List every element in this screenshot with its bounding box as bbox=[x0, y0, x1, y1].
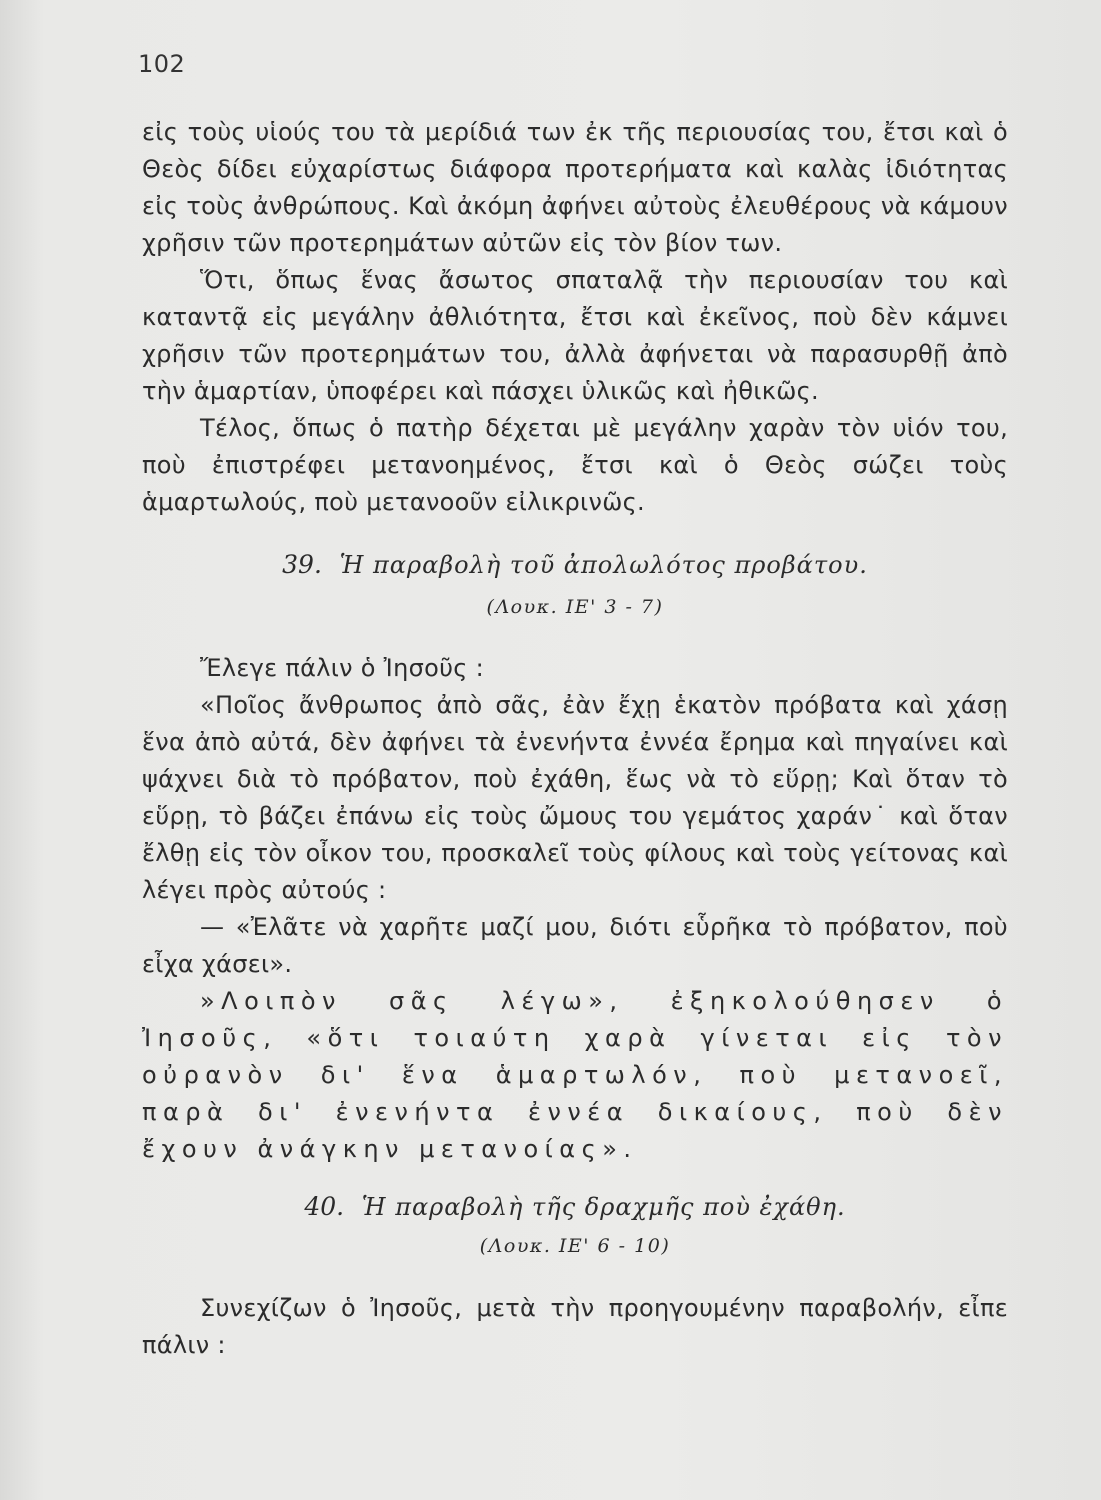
section-40-number: 40. bbox=[304, 1192, 345, 1221]
section-39-reference: (Λουκ. ΙΕ' 3 - 7) bbox=[486, 596, 664, 618]
text-block-section-40 bbox=[142, 1290, 1008, 1364]
paragraph-3: Τέλος, ὅπως ὁ πατὴρ δέχεται μὲ μεγάλην χαρὰν τὸν υἱόν του, ποὺ ἐπιστρέφει μετανοημένος, ἔτσι καὶ ὁ Θεὸς σώζει τοὺς ἁμαρτωλούς, ποὺ μετανοοῦν εἰλικρινῶς. bbox=[142, 414, 1008, 516]
section-39-heading bbox=[142, 550, 1008, 579]
section-39-number: 39. bbox=[282, 550, 322, 579]
paragraph-5: «Ποῖος ἄνθρωπος ἀπὸ σᾶς, ἐὰν ἔχῃ ἑκατὸν πρόβατα καὶ χάσῃ ἕνα ἀπὸ αὐτά, δὲν ἀφήνει τὰ ἐνενήντα ἐννέα ἔρημα καὶ πηγαίνει καὶ ψάχνει διὰ τὸ πρόβατον, ποὺ ἐχάθη, ἕως νὰ τὸ εὕρῃ; Καὶ ὅταν τὸ εὕρῃ, τὸ βάζει ἐπάνω εἰς τοὺς ὤμους του γεμάτος χαράν˙ καὶ ὅταν ἔλθῃ εἰς τὸν οἶκον του, προσκαλεῖ τοὺς φίλους καὶ τοὺς γείτονας καὶ λέγει πρὸς αὐτούς : bbox=[142, 691, 1008, 904]
section-40-title: Ἡ παραβολὴ τῆς δραχμῆς ποὺ ἐχάθη. bbox=[361, 1193, 846, 1221]
paragraph-7: »Λοιπὸν σᾶς λέγω», ἐξηκολούθησεν ὁ Ἰησοῦς, «ὅτι τοιαύτη χαρὰ γίνεται εἰς τὸν οὐρανὸν δι' ἕνα ἁμαρτωλόν, ποὺ μετανοεῖ, παρὰ δι' ἐνενήντα ἐννέα δικαίους, ποὺ δὲν ἔχουν ἀνάγκην μετανοίας». bbox=[142, 987, 1008, 1163]
handwritten-mark-top: ‍ bbox=[875, 500, 885, 563]
text-block-intro bbox=[142, 114, 1008, 521]
paragraph-4: Ἔλεγε πάλιν ὁ Ἰησοῦς : bbox=[200, 654, 484, 682]
section-40-reference: (Λουκ. ΙΕ' 6 - 10) bbox=[479, 1235, 671, 1257]
paragraph-6: — «Ἐλᾶτε νὰ χαρῆτε μαζί μου, διότι εὗρῆκα τὸ πρόβατον, ποὺ εἶχα χάσει». bbox=[142, 913, 1008, 978]
text-block-section-39 bbox=[142, 650, 1008, 1168]
handwritten-mark-bottom: ‍ bbox=[900, 1130, 910, 1193]
section-40-heading bbox=[142, 1192, 1008, 1221]
paragraph-2: Ὅτι, ὅπως ἕνας ἄσωτος σπαταλᾷ τὴν περιουσίαν του καὶ καταντᾷ εἰς μεγάλην ἀθλιότητα, ἔτσι καὶ ἐκεῖνος, ποὺ δὲν κάμνει χρῆσιν τῶν προτερημάτων του, ἀλλὰ ἀφήνεται νὰ παρασυρθῇ ἀπὸ τὴν ἁμαρτίαν, ὑποφέρει καὶ πάσχει ὑλικῶς καὶ ἠθικῶς. bbox=[142, 266, 1008, 405]
paragraph-8: Συνεχίζων ὁ Ἰησοῦς, μετὰ τὴν προηγουμένην παραβολήν, εἶπε πάλιν : bbox=[142, 1294, 1008, 1359]
page-number: 102 bbox=[138, 50, 186, 78]
paragraph-1: εἰς τοὺς υἱούς του τὰ μερίδιά των ἐκ τῆς περιουσίας του, ἔτσι καὶ ὁ Θεὸς δίδει εὐχαρίστως διάφορα προτερήματα καὶ καλὰς ἰδιότητας εἰς τοὺς ἀνθρώπους. Καὶ ἀκόμη ἀφήνει αὐτοὺς ἐλευθέρους νὰ κάμουν χρῆσιν τῶν προτερημάτων αὐτῶν εἰς τὸν βίον των. bbox=[142, 118, 1008, 257]
section-39-title: Ἡ παραβολὴ τοῦ ἀπολωλότος προβάτου. bbox=[339, 551, 868, 579]
